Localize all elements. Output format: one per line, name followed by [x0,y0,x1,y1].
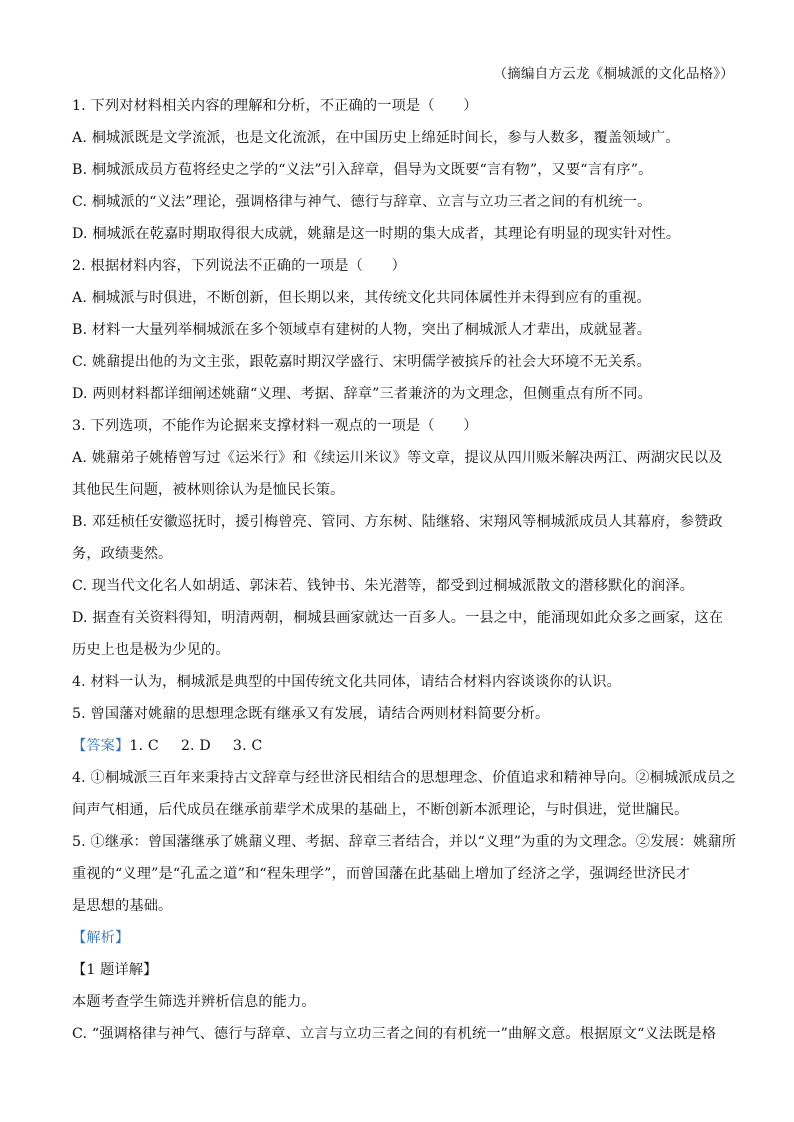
question-3-stem: 3. 下列选项，不能作为论据来支撑材料一观点的一项是（ ） [72,418,478,434]
question-3-option-b-cont: 务，政绩斐然。 [72,546,173,562]
question-1-option-a: A. 桐城派既是文学流派，也是文化流派，在中国历史上绵延时间长，参与人数多，覆盖领域广。 [72,130,680,146]
question-3-option-a-cont: 其他民生问题，被林则徐认为是恤民长策。 [72,482,345,498]
question-1-option-c: C. 桐城派的“义法”理论，强调格律与神气、德行与辞章、立言与立功三者之间的有机统一。 [72,194,652,210]
answer-4-line-1: 4. ①桐城派三百年来秉持古文辞章与经世济民相结合的思想理念、价值追求和精神导向。②桐城派成员之 [72,770,736,786]
answer-5-line-3: 是思想的基础。 [72,898,173,914]
question-2-option-a: A. 桐城派与时俱进，不断创新，但长期以来，其传统文化共同体属性并未得到应有的重视。 [72,290,651,306]
analysis-option-c: C. “强调格律与神气、德行与辞章、立言与立功三者之间的有机统一”曲解文意。根据原文“义法既是格 [72,1026,717,1042]
answer-1: 1. C [129,738,159,754]
answer-2: 2. D [180,738,211,754]
question-3-option-a: A. 姚鼐弟子姚椿曾写过《运米行》和《续运川米议》等文章，提议从四川贩米解决两江、两湖灾民以及 [72,450,723,466]
source-citation: （摘编自方云龙《桐城派的文化品格》） [493,66,734,82]
question-3-option-d-cont: 历史上也是极为少见的。 [72,642,230,658]
question-2-stem: 2. 根据材料内容，下列说法不正确的一项是（ ） [72,258,406,274]
answer-5-line-2: 重视的“义理”是“孔孟之道”和“程朱理学”，而曾国藩在此基础上增加了经济之学，强调经世济民才 [72,866,690,882]
question-1-stem: 1. 下列对材料相关内容的理解和分析，不正确的一项是（ ） [72,98,478,114]
question-2-option-c: C. 姚鼐提出他的为文主张，跟乾嘉时期汉学盛行、宋明儒学被摈斥的社会大环境不无关系。 [72,354,651,370]
question-5: 5. 曾国藩对姚鼐的思想理念既有继承又有发展，请结合两则材料简要分析。 [72,706,550,722]
answer-3: 3. C [232,738,263,754]
analysis-intro: 本题考查学生筛选并辨析信息的能力。 [72,994,316,1010]
question-3-option-d: D. 据查有关资料得知，明清两朝，桐城县画家就达一百多人。一县之中，能涌现如此众多之画家，这在 [72,610,724,626]
answer-5-line-1: 5. ①继承：曾国藩继承了姚鼐义理、考据、辞章三者结合，并以“义理”为重的为文理念。②发展：姚鼐所 [72,834,737,850]
answer-tag: 【答案】 [72,738,130,754]
question-2-option-d: D. 两则材料都详细阐述姚鼐“义理、考据、辞章”三者兼济的为文理念，但侧重点有所不同。 [72,386,652,402]
question-3-option-c: C. 现当代文化名人如胡适、郭沫若、钱钟书、朱光潜等，都受到过桐城派散文的潜移默化的润泽。 [72,578,694,594]
detail-title: 【1 题详解】 [72,962,158,978]
analysis-tag: 【解析】 [72,930,130,946]
answer-row [72,736,734,756]
question-1-option-d: D. 桐城派在乾嘉时期取得很大成就，姚鼐是这一时期的集大成者，其理论有明显的现实针对性。 [72,226,681,242]
question-4: 4. 材料一认为，桐城派是典型的中国传统文化共同体，请结合材料内容谈谈你的认识。 [72,674,621,690]
question-3-option-b: B. 邓廷桢任安徽巡抚时，援引梅曾亮、管同、方东树、陆继辂、宋翔风等桐城派成员人其幕府，参赞政 [72,514,723,530]
answer-4-line-2: 间声气相通，后代成员在继承前辈学术成果的基础上，不断创新本派理论，与时俱进，觉世牖民。 [72,802,689,818]
question-2-option-b: B. 材料一大量列举桐城派在多个领域卓有建树的人物，突出了桐城派人才辈出，成就显著。 [72,322,652,338]
question-1-option-b: B. 桐城派成员方苞将经史之学的“义法”引入辞章，倡导为文既要“言有物”，又要“言有序”。 [72,162,653,178]
